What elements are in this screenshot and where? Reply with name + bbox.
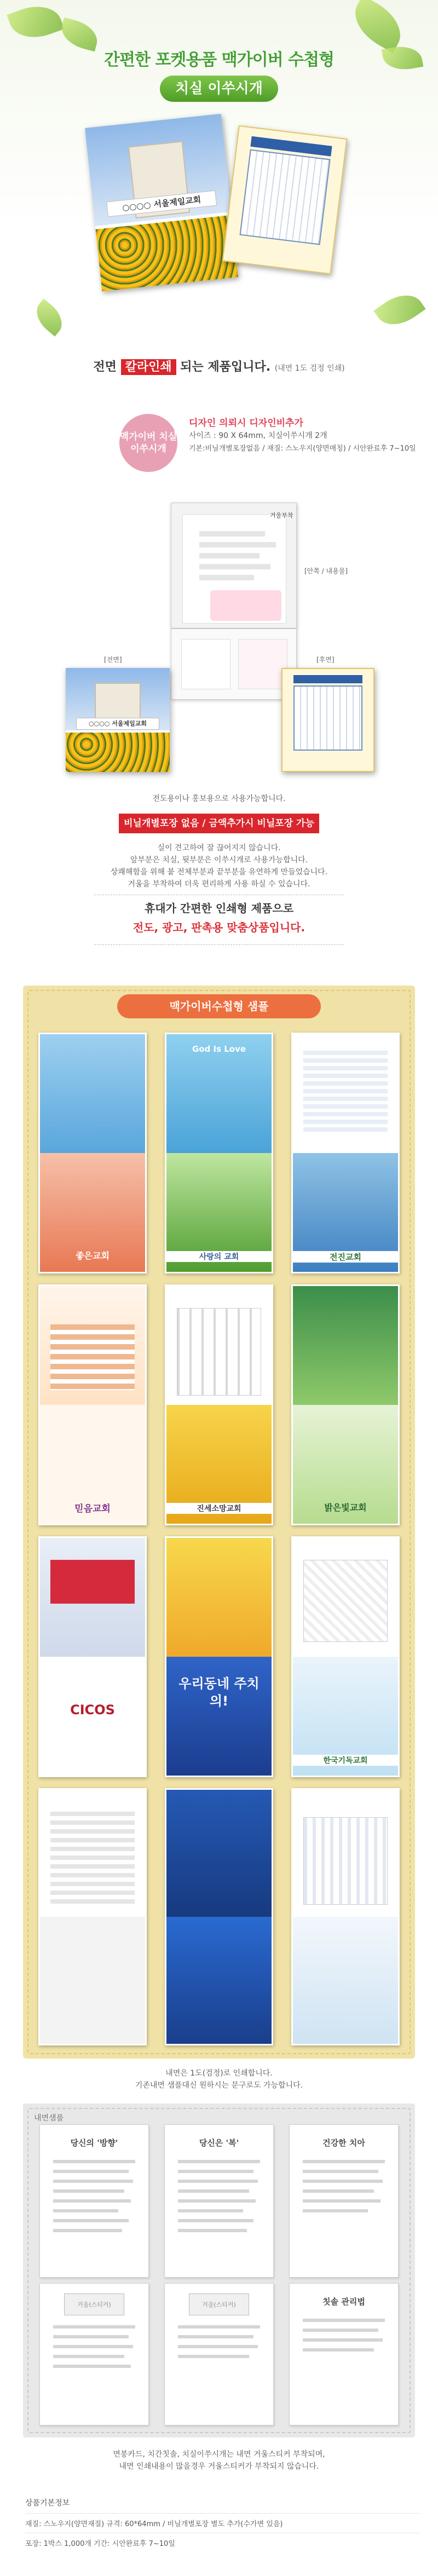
inner-sample-card (289, 2124, 399, 2278)
front-church-sign: ○○○○ 서울제일교회 (106, 191, 217, 217)
inner-samples-title: 내면샘플 (34, 2114, 64, 2123)
leaf-decoration (373, 286, 425, 334)
sample-title: 밝은빛교회 (324, 1502, 367, 1513)
sample-card (165, 1284, 273, 1525)
inner-product-image (171, 503, 297, 629)
sample-title: 믿음교회 (74, 1503, 111, 1514)
front-print-note (0, 358, 438, 374)
product-info-title: 상품기본정보 (25, 2499, 70, 2508)
inner-sample-card (164, 2283, 274, 2425)
inner-card-heading: 건강한 치아 (322, 2138, 365, 2148)
sample-title: 사랑의 교회 (166, 1251, 272, 1262)
front-view-image (66, 668, 170, 772)
claim-line-1: 휴대가 간편한 인쇄형 제품으로 (144, 902, 294, 915)
front-line-post: 되는 제품입니다. (180, 360, 271, 374)
feature-note-1: 실이 견고하여 잘 끊어지지 않습니다. (157, 844, 281, 852)
sample-card (38, 1033, 147, 1273)
feature-note-3: 상쾌해함을 위해 붙 전체부분과 끝부분을 유연하게 만들었습니다. (110, 868, 328, 877)
inner-note-2: 내면 인쇄내용이 많을경우 거울스티커가 부착되지 않습니다. (119, 2462, 319, 2471)
pack-spec: 기본:비닐개별포장없음 / 재질: 스노우지(양면매칭) / 시안완료후 7~10일 (189, 445, 416, 453)
claim-line-2: 전도, 광고, 판촉용 맞춤상품입니다. (132, 921, 306, 934)
sample-title: 진세소망교회 (166, 1503, 272, 1514)
sample-card (165, 1033, 273, 1273)
sample-title: 한국기독교회 (293, 1755, 398, 1766)
front-line-pre: 전면 (93, 360, 117, 374)
front-label: [전면] (104, 656, 122, 664)
sample-card (38, 1788, 147, 2045)
sample-card (291, 1033, 400, 1273)
front-view-sign: ○○○○ 서울제일교회 (76, 718, 159, 730)
usage-note: 전도용이나 홍보용으로 사용가능합니다. (152, 794, 286, 803)
inner-card-heading: 당신의 '방향' (70, 2138, 118, 2148)
back-view-image (281, 668, 374, 772)
sample-card (291, 1788, 400, 2045)
sample-card (38, 1284, 147, 1525)
leaf-decoration (345, 0, 411, 53)
inner-sample-card (164, 2124, 274, 2278)
inner-lead (0, 2067, 438, 2091)
inner-lead-1: 내면은 1도(검정)로 인쇄합니다. (165, 2069, 273, 2078)
inner-card-sticker: 거울(스티커) (189, 2293, 250, 2315)
color-print-highlight: 칼라인쇄 (121, 359, 176, 375)
leaf-decoration (7, 0, 64, 46)
sample-card (291, 1284, 400, 1525)
inner-sample-card (39, 2124, 149, 2278)
sample-title: God Is Love (192, 1044, 246, 1054)
sample-title: 전진교회 (293, 1251, 398, 1263)
packaging-notice: 비닐개별포장 없음 / 금액추가시 비닐포장 가능 (119, 814, 319, 833)
leaf-decoration (30, 298, 69, 336)
feature-note-4: 거울을 부착하여 더욱 편리하게 사용 하실 수 있습니다. (128, 880, 310, 889)
sample-big-title: 우리동네 주치의! (178, 1676, 260, 1709)
back-label: [후면] (316, 656, 335, 664)
design-note: 디자인 의뢰시 디자인비추가 (189, 418, 303, 429)
feature-note-2: 앞부분은 치실, 뒷부분은 이쑤시개로 사용가능합니다. (130, 856, 308, 865)
inner-lead-2: 기존내면 샘플대신 원하시는 문구로도 가능합니다. (135, 2081, 303, 2090)
hero-title: 간편한 포켓용품 맥가이버 수첩형 (103, 50, 335, 70)
inner-sample-card (289, 2283, 399, 2425)
inner-note-1: 면봉카드, 치간칫솔, 치실이쑤시개는 내면 거울스티커 부착되며, (113, 2450, 325, 2459)
inner-card-sticker: 거울(스티커) (64, 2293, 125, 2315)
product-name-circle: 맥가이버 치실 이쑤시개 (119, 414, 177, 472)
pack-bottom-image (171, 629, 297, 700)
hero-product-pill: 치실 이쑤시개 (160, 76, 278, 102)
inner-card-heading: 칫솔 관리법 (322, 2297, 365, 2307)
inner-card-heading: 당신은 '복' (199, 2138, 239, 2148)
product-back-image (222, 125, 348, 275)
size-spec: 사이즈 : 90 X 64mm, 치실이쑤시개 2개 (189, 431, 327, 440)
claim-block (0, 900, 438, 935)
sample-card (291, 1536, 400, 1777)
samples-title: 맥가이버수첩형 샘플 (117, 994, 321, 1018)
inner-label: [안쪽 / 내용물] (304, 567, 348, 575)
inner-sample-card (39, 2283, 149, 2425)
sample-card (165, 1536, 273, 1777)
inner-notes (0, 2448, 438, 2473)
sample-card (165, 1788, 273, 2045)
sample-card (38, 1536, 147, 1777)
mirror-sticker-label: 거울부착 (270, 512, 293, 519)
front-line-note: (내면 1도 검정 인쇄) (274, 364, 345, 373)
sample-title: 좋은교회 (76, 1250, 110, 1261)
product-info-pack: 포장: 1박스 1,000개 기간: 시안완료후 7~10일 (25, 2533, 419, 2548)
product-info-material: 재질: 스노우지(양면재질) 규격: 60*64mm / 비닐개별포장 별도 추가(수가변 있음) (25, 2513, 419, 2528)
product-front-image (85, 114, 238, 291)
sample-title: CICOS (70, 1702, 115, 1718)
